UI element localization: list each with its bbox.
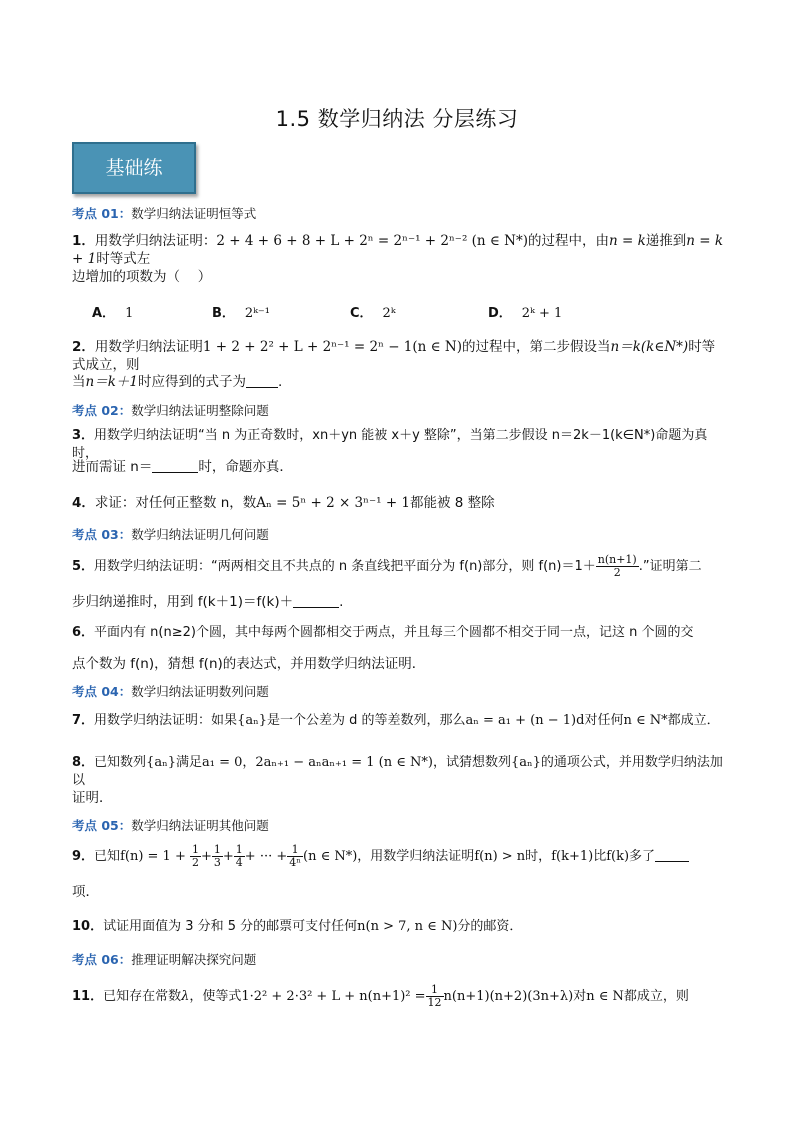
fraction-denominator: 2	[191, 856, 199, 869]
topic-text: 数学归纳法证明恒等式	[131, 206, 257, 221]
option-value: 1	[125, 306, 134, 321]
question-text: ，试猜想数列	[432, 755, 511, 770]
formula: n ∈ N	[586, 989, 624, 1004]
answer-blank	[152, 472, 198, 473]
question-text: 是一个公差为 d 的等差数列，那么	[266, 713, 466, 728]
fraction-denominator: 12	[427, 996, 442, 1009]
option-d	[488, 302, 562, 321]
question-11	[72, 984, 724, 1009]
question-text: ，用数学归纳法证明	[357, 849, 475, 864]
question-text: 步归纳递推时，用到 f(k＋1)＝f(k)＋	[72, 594, 294, 610]
question-text: 都成立．	[667, 713, 720, 728]
option-label: D．	[488, 306, 512, 321]
question-3-line-2	[72, 458, 724, 476]
question-text: 已知存在常数	[103, 989, 182, 1004]
question-text: 的通项公式，并用数学归纳法加以	[72, 755, 723, 788]
answer-blank	[246, 387, 278, 388]
fraction	[234, 844, 245, 869]
formula: n = k	[609, 233, 646, 249]
question-text: 进而需证 n＝	[72, 459, 153, 475]
question-number: 6．	[72, 625, 95, 640]
formula: n = k + 1	[72, 233, 724, 267]
section-label-basic: 基础练	[72, 142, 196, 194]
topic-heading	[72, 682, 269, 700]
option-value: 2ᵏ⁻¹	[244, 306, 271, 321]
option-value: 2ᵏ	[382, 306, 396, 321]
fraction-denominator: 2	[613, 566, 621, 579]
question-text: 已知	[94, 849, 121, 864]
question-text: 对任何	[584, 713, 624, 728]
question-text: 都成立，则	[623, 989, 689, 1004]
question-8	[72, 754, 724, 790]
question-number: 5．	[72, 559, 95, 574]
fraction-numerator: 1	[287, 844, 303, 857]
page-title: 1.5 数学归纳法 分层练习	[275, 107, 519, 131]
option-b	[212, 302, 270, 321]
question-text: 满足	[175, 755, 202, 770]
question-number: 7．	[72, 713, 95, 728]
fraction-denominator: 4ⁿ	[289, 856, 302, 869]
fraction-numerator: 1	[235, 843, 243, 856]
fraction	[190, 844, 201, 869]
question-text: 递推到	[645, 233, 687, 249]
question-number: 4．	[72, 495, 95, 511]
question-text: 时等式左	[96, 251, 151, 267]
fraction-numerator: 1	[426, 984, 444, 997]
question-text: .	[339, 594, 344, 610]
formula: n＝k＋1	[85, 374, 138, 390]
option-a	[92, 302, 133, 321]
option-c	[350, 302, 396, 321]
question-9-line-2: 项．	[72, 884, 99, 900]
formula: 2aₙ₊₁ − aₙaₙ₊₁ = 1 (n ∈ N*)	[255, 755, 433, 770]
fraction	[287, 844, 303, 869]
question-text: 平面内有 n(n≥2)个圆，其中每两个圆都相交于两点，并且每三个圆都不相交于同一点，记这 n 个圆的交	[94, 625, 694, 640]
question-text: ，使等式	[189, 989, 242, 1004]
topic-code: 考点 03：	[72, 527, 132, 542]
question-text: 比	[593, 849, 607, 864]
fraction-numerator: 1	[213, 843, 221, 856]
question-text: 当	[72, 374, 86, 390]
question-number: 10．	[72, 919, 104, 934]
question-8-line-2: 证明．	[72, 790, 113, 806]
formula: {aₙ}	[510, 755, 541, 770]
question-9: 9．已知f(n) = 1 + $\frac{1}{2}$ + $\frac{1}{3}$ + $\frac{1}{4}$ + ··· + $\frac{1}{\text{4ⁿ}}$ (n ∈ N*)，用数学归纳法证明f(n) > n时，f(k+1)比f(k)多了	[72, 844, 724, 869]
question-text: 时，	[525, 849, 552, 864]
answer-blank	[655, 861, 689, 862]
topic-text: 数学归纳法证明几何问题	[131, 527, 269, 542]
question-2-line-2: 当n＝k＋1时应得到的式子为 .	[72, 374, 283, 390]
fraction-numerator: n(n+1)	[597, 553, 637, 566]
fraction-denominator: 3	[213, 856, 221, 869]
question-4	[72, 494, 724, 512]
formula: 2 + 4 + 6 + 8 + L + 2ⁿ = 2ⁿ⁻¹ + 2ⁿ⁻² (n ∈ N*)	[216, 233, 529, 249]
answer-blank	[293, 607, 339, 608]
topic-code: 考点 05：	[72, 818, 132, 833]
question-6	[72, 624, 724, 642]
formula: a₁ = 0	[202, 755, 243, 770]
fraction-denominator: 4	[235, 856, 243, 869]
formula: aₙ = a₁ + (n − 1)d	[465, 713, 585, 728]
question-text: 多了	[629, 849, 656, 864]
topic-heading	[72, 816, 269, 834]
question-10	[72, 918, 724, 936]
formula: n(n+1)(n+2)(3n+λ)	[443, 989, 574, 1004]
formula: 1 + 2 + 2² + L + 2ⁿ⁻¹ = 2ⁿ − 1(n ∈ N)	[202, 339, 463, 355]
formula: n＝k(k∈N*)	[610, 339, 689, 355]
question-text: .”证明第二	[638, 559, 702, 574]
question-1	[72, 232, 724, 268]
question-2	[72, 338, 724, 374]
topic-text: 数学归纳法证明整除问题	[131, 403, 269, 418]
question-number: 3．	[72, 428, 95, 443]
formula: n(n > 7, n ∈ N)	[357, 919, 458, 934]
question-number: 1．	[72, 233, 95, 249]
question-number: 11．	[72, 989, 104, 1004]
formula: f(n) = 1 +	[120, 849, 186, 864]
formula: + ··· +	[244, 849, 288, 864]
topic-code: 考点 02：	[72, 403, 132, 418]
fraction	[596, 554, 639, 579]
question-text: 分的邮资．	[457, 919, 523, 934]
question-5-line-2	[72, 593, 724, 611]
question-5	[72, 554, 724, 579]
formula: (n ∈ N*)	[303, 849, 358, 864]
topic-text: 推理证明解决探究问题	[131, 952, 257, 967]
question-text: ，	[242, 755, 256, 770]
question-text: 时等式成立，则	[72, 339, 716, 373]
formula: Aₙ = 5ⁿ + 2 × 3ⁿ⁻¹ + 1	[256, 495, 411, 511]
question-6-line-2: 点个数为 f(n)，猜想 f(n)的表达式，并用数学归纳法证明．	[72, 656, 426, 672]
question-text: 时，命题亦真．	[198, 459, 293, 475]
topic-text: 数学归纳法证明数列问题	[131, 684, 269, 699]
topic-code: 考点 06：	[72, 952, 132, 967]
topic-code: 考点 04：	[72, 684, 132, 699]
option-label: B．	[212, 306, 235, 321]
question-text: 求证：对任何正整数 n，数	[94, 495, 257, 511]
topic-heading	[72, 950, 256, 968]
fraction	[212, 844, 223, 869]
formula: 1·2² + 2·3² + L + n(n+1)² =	[241, 989, 426, 1004]
question-number: 2．	[72, 339, 95, 355]
fraction-numerator: 1	[191, 843, 199, 856]
option-label: A．	[92, 306, 116, 321]
option-label: C．	[350, 306, 373, 321]
topic-text: 数学归纳法证明其他问题	[131, 818, 269, 833]
question-text: 都能被 8 整除	[410, 495, 495, 511]
question-1-line-2: 边增加的项数为（ ）	[72, 269, 212, 285]
topic-code: 考点 01：	[72, 206, 132, 221]
formula: λ	[181, 989, 190, 1004]
question-text: 时应得到的式子为	[137, 374, 246, 390]
question-number: 9．	[72, 849, 95, 864]
question-text: 的过程中，第二步假设当	[462, 339, 611, 355]
question-text: 用数学归纳法证明：	[94, 233, 217, 249]
formula: f(k+1)	[551, 849, 594, 864]
question-number: 8．	[72, 755, 95, 770]
formula: f(k)	[606, 849, 630, 864]
topic-heading	[72, 204, 256, 222]
question-7	[72, 712, 724, 730]
question-text: 试证用面值为 3 分和 5 分的邮票可支付任何	[103, 919, 358, 934]
formula: {aₙ}	[146, 755, 176, 770]
question-text: 已知数列	[94, 755, 147, 770]
formula: n ∈ N*	[623, 713, 668, 728]
topic-heading	[72, 401, 269, 419]
option-value: 2ᵏ + 1	[521, 306, 563, 321]
fraction	[426, 984, 444, 1009]
question-text: 对	[573, 989, 587, 1004]
topic-heading	[72, 525, 269, 543]
question-text: 用数学归纳法证明：如果	[94, 713, 238, 728]
question-text: 用数学归纳法证明：“两两相交且不共点的 n 条直线把平面分为 f(n)部分，则 f(n)＝1＋	[94, 559, 596, 574]
question-text: 的过程中，由	[528, 233, 610, 249]
question-text: 用数学归纳法证明“当 n 为正奇数时，xn＋yn 能被 x＋y 整除”，当第二步假设 n＝2k－1(k∈N*)命题为真时，	[72, 428, 708, 461]
question-text: 用数学归纳法证明	[94, 339, 203, 355]
formula: {aₙ}	[237, 713, 267, 728]
formula: f(n) > n	[474, 849, 526, 864]
